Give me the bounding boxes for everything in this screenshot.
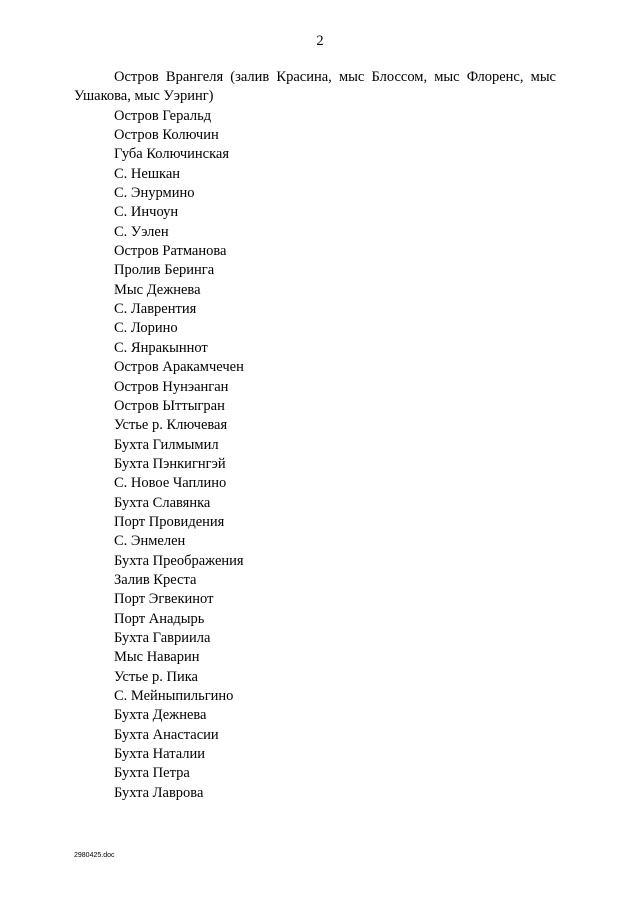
list-item: Губа Колючинская [114, 146, 230, 163]
list-item: Остров Аракамчечен [114, 359, 244, 376]
list-item: Бухта Преображения [114, 552, 244, 569]
list-item: С. Новое Чаплино [114, 475, 227, 492]
list-item: Бухта Наталии [114, 746, 206, 763]
list-item: Бухта Пэнкигнгэй [114, 455, 226, 472]
list-item: С. Энмелен [114, 533, 186, 550]
list-item: Залив Креста [114, 571, 197, 588]
list-item: Порт Эгвекинот [114, 591, 214, 608]
list-item: С. Энурмино [114, 185, 195, 202]
list-item: Бухта Петра [114, 765, 190, 782]
footer-filename: 2980425.doc [74, 852, 115, 859]
place-list [74, 107, 556, 803]
list-item: Бухта Дежнева [114, 707, 207, 724]
list-item: Бухта Гавриила [114, 629, 211, 646]
list-item: Бухта Анастасии [114, 726, 219, 743]
list-item: Порт Анадырь [114, 610, 205, 627]
list-item: С. Нешкан [114, 165, 181, 182]
list-item: Остров Геральд [114, 107, 212, 124]
list-item: Бухта Славянка [114, 494, 211, 511]
list-item: С. Лаврентия [114, 301, 197, 318]
list-item: Остров Колючин [114, 127, 219, 144]
list-item: Мыс Наварин [114, 649, 200, 666]
list-item: Остров Ыттыгран [114, 397, 225, 414]
list-item: Пролив Беринга [114, 262, 215, 279]
list-item: Устье р. Пика [114, 668, 198, 685]
list-item: С. Уэлен [114, 223, 169, 240]
list-item: С. Мейныпильгино [114, 688, 234, 704]
list-item: Мыс Дежнева [114, 281, 201, 298]
list-item: Остров Ратманова [114, 243, 227, 260]
list-item: Остров Нунэанган [114, 378, 229, 395]
list-item: Порт Провидения [114, 513, 225, 530]
list-item: С. Инчоун [114, 204, 179, 221]
list-item: Бухта Гилмымил [114, 436, 219, 453]
list-item: С. Янракыннот [114, 339, 208, 356]
intro-entry: Остров Врангеля (залив Красина, мыс Блоссом, мыс Флоренс, мыс Ушакова, мыс Уэринг) [74, 69, 556, 105]
list-item: С. Лорино [114, 320, 178, 337]
page-number: 2 [316, 33, 324, 49]
list-item: Бухта Лаврова [114, 784, 204, 801]
document-body [74, 68, 556, 803]
list-item: Устье р. Ключевая [114, 417, 228, 434]
